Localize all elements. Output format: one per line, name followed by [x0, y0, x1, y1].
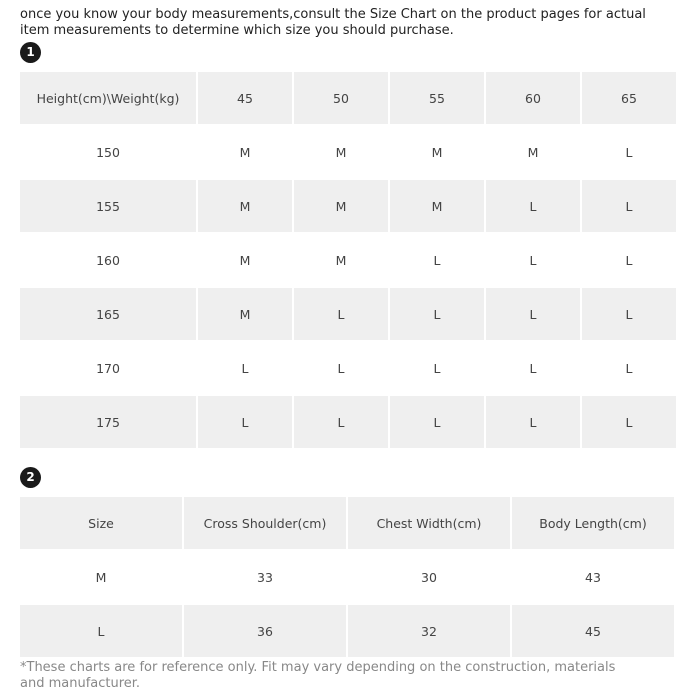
step-2-badge: 2: [20, 467, 41, 488]
size-table-cell: 170: [20, 342, 196, 394]
size-table-cell: 150: [20, 126, 196, 178]
measure-table-row: [20, 605, 674, 657]
size-table-row: [20, 342, 676, 394]
intro-text: once you know your body measurements,consult the Size Chart on the product pages for actual item measurements to determine which size you should purchase.: [20, 7, 646, 38]
step-1-badge: 1: [20, 42, 41, 63]
measure-table-cell: 32: [348, 605, 510, 657]
size-table-row: [20, 126, 676, 178]
size-table-cell: L: [390, 288, 484, 340]
size-table-header-cell: 65: [582, 72, 676, 124]
size-table-row: [20, 396, 676, 448]
measure-table-header-row: [20, 497, 674, 549]
height-weight-size-table: [18, 70, 678, 450]
measure-table-header-cell: Size: [20, 497, 182, 549]
size-table-cell: L: [294, 396, 388, 448]
size-table-header-cell: 60: [486, 72, 580, 124]
size-table-row: [20, 180, 676, 232]
measure-table-header-cell: Body Length(cm): [512, 497, 674, 549]
size-table-cell: M: [390, 126, 484, 178]
size-table-cell: L: [390, 342, 484, 394]
size-table-cell: L: [582, 342, 676, 394]
size-table-row: [20, 288, 676, 340]
measure-table-cell: 36: [184, 605, 346, 657]
size-table-cell: L: [486, 288, 580, 340]
size-table-header-cell: 45: [198, 72, 292, 124]
size-table-cell: L: [486, 234, 580, 286]
size-table-cell: L: [582, 126, 676, 178]
size-table-cell: M: [294, 234, 388, 286]
size-table-cell: L: [582, 180, 676, 232]
size-table-cell: L: [582, 288, 676, 340]
size-table-cell: L: [390, 396, 484, 448]
size-table-cell: M: [198, 234, 292, 286]
size-table-header-row: [20, 72, 676, 124]
size-table-cell: 175: [20, 396, 196, 448]
size-table-cell: L: [582, 234, 676, 286]
size-table-cell: 155: [20, 180, 196, 232]
size-table-cell: L: [294, 288, 388, 340]
measure-table-cell: L: [20, 605, 182, 657]
size-table-cell: L: [486, 342, 580, 394]
size-table-header-cell: 50: [294, 72, 388, 124]
measure-table-header-cell: Cross Shoulder(cm): [184, 497, 346, 549]
size-table-cell: M: [198, 180, 292, 232]
size-table-cell: L: [582, 396, 676, 448]
size-table-cell: L: [486, 180, 580, 232]
size-table-cell: L: [390, 234, 484, 286]
measure-table-header-cell: Chest Width(cm): [348, 497, 510, 549]
size-table-cell: L: [486, 396, 580, 448]
measure-table-cell: 30: [348, 551, 510, 603]
size-table-cell: M: [390, 180, 484, 232]
size-table-header-cell: Height(cm)\Weight(kg): [20, 72, 196, 124]
size-table-cell: L: [198, 396, 292, 448]
reference-note: *These charts are for reference only. Fit may vary depending on the construction, materials and manufacturer.: [20, 660, 616, 691]
size-table-cell: M: [294, 180, 388, 232]
measure-table-cell: 33: [184, 551, 346, 603]
size-table-cell: M: [294, 126, 388, 178]
garment-measurement-table: [18, 495, 676, 659]
size-table-cell: M: [198, 288, 292, 340]
size-table-cell: M: [198, 126, 292, 178]
size-table-cell: M: [486, 126, 580, 178]
size-table-cell: 165: [20, 288, 196, 340]
measure-table-cell: M: [20, 551, 182, 603]
measure-table-cell: 45: [512, 605, 674, 657]
size-table-cell: L: [198, 342, 292, 394]
size-table-row: [20, 234, 676, 286]
size-table-cell: 160: [20, 234, 196, 286]
measure-table-row: [20, 551, 674, 603]
size-table-cell: L: [294, 342, 388, 394]
measure-table-cell: 43: [512, 551, 674, 603]
size-table-header-cell: 55: [390, 72, 484, 124]
